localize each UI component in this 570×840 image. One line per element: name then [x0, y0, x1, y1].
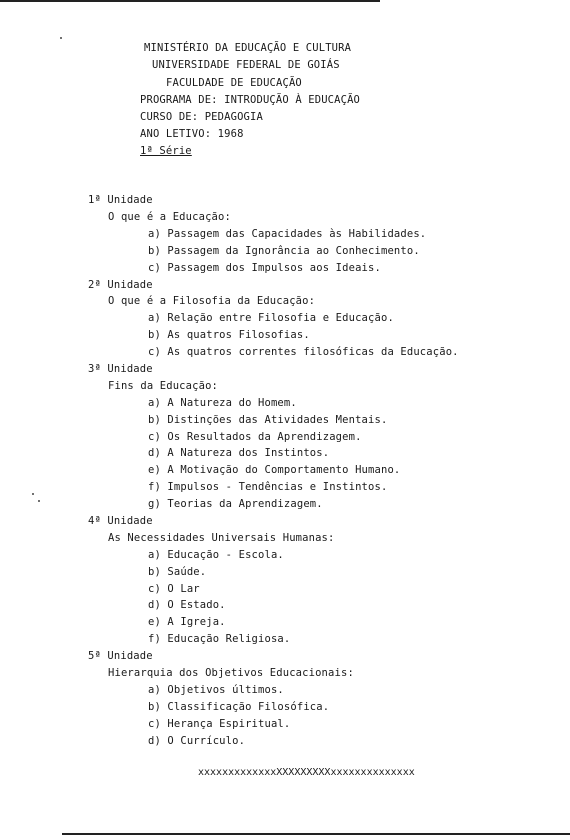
unit-title: 3ª Unidade [88, 363, 153, 375]
header-serie: 1ª Série [140, 145, 192, 157]
unit-title: 5ª Unidade [88, 650, 153, 662]
unit-title: 2ª Unidade [88, 279, 153, 291]
top-rule [0, 0, 380, 2]
unit-item: e) A Igreja. [148, 616, 226, 628]
unit-topic: Hierarquia dos Objetivos Educacionais: [108, 667, 354, 679]
unit-title: 4ª Unidade [88, 515, 153, 527]
unit-item: b) Passagem da Ignorância ao Conhecimento. [148, 245, 420, 257]
footer-separator: xxxxxxxxxxxxxXXXXXXXXXxxxxxxxxxxxxxx [198, 767, 415, 778]
unit-item: a) A Natureza do Homem. [148, 397, 297, 409]
unit-item: a) Objetivos últimos. [148, 684, 284, 696]
unit-item: a) Passagem das Capacidades às Habilidades. [148, 228, 427, 240]
unit-item: b) Distinções das Atividades Mentais. [148, 414, 388, 426]
unit-item: a) Relação entre Filosofia e Educação. [148, 312, 394, 324]
header-university: UNIVERSIDADE FEDERAL DE GOIÁS [152, 59, 340, 71]
unit-item: d) A Natureza dos Instintos. [148, 447, 330, 459]
bottom-rule [62, 833, 570, 835]
unit-item: a) Educação - Escola. [148, 549, 284, 561]
unit-topic: As Necessidades Universais Humanas: [108, 532, 335, 544]
header-course: CURSO DE: PEDAGOGIA [140, 111, 263, 123]
unit-item: g) Teorias da Aprendizagem. [148, 498, 323, 510]
unit-item: f) Impulsos - Tendências e Instintos. [148, 481, 388, 493]
unit-item: c) Passagem dos Impulsos aos Ideais. [148, 262, 381, 274]
header-year: ANO LETIVO: 1968 [140, 128, 244, 140]
unit-item: d) O Currículo. [148, 735, 246, 747]
header-ministry: MINISTÉRIO DA EDUCAÇÃO E CULTURA [144, 42, 352, 54]
unit-item: b) Classificação Filosófica. [148, 701, 330, 713]
unit-topic: O que é a Filosofia da Educação: [108, 295, 316, 307]
unit-topic: O que é a Educação: [108, 211, 231, 223]
unit-item: e) A Motivação do Comportamento Humano. [148, 464, 401, 476]
scan-speck [38, 500, 40, 502]
unit-title: 1ª Unidade [88, 194, 153, 206]
unit-topic: Fins da Educação: [108, 380, 219, 392]
header-program: PROGRAMA DE: INTRODUÇÃO À EDUCAÇÃO [140, 94, 361, 106]
scan-speck [32, 493, 34, 495]
unit-item: b) As quatros Filosofias. [148, 329, 310, 341]
unit-item: c) Os Resultados da Aprendizagem. [148, 431, 362, 443]
unit-item: c) Herança Espiritual. [148, 718, 291, 730]
header-faculty: FACULDADE DE EDUCAÇÃO [166, 77, 302, 89]
unit-item: f) Educação Religiosa. [148, 633, 291, 645]
unit-item: d) O Estado. [148, 599, 226, 611]
scan-speck [60, 37, 62, 39]
unit-item: b) Saúde. [148, 566, 207, 578]
unit-item: c) As quatros correntes filosóficas da Educação. [148, 346, 459, 358]
unit-item: c) O Lar [148, 583, 200, 595]
